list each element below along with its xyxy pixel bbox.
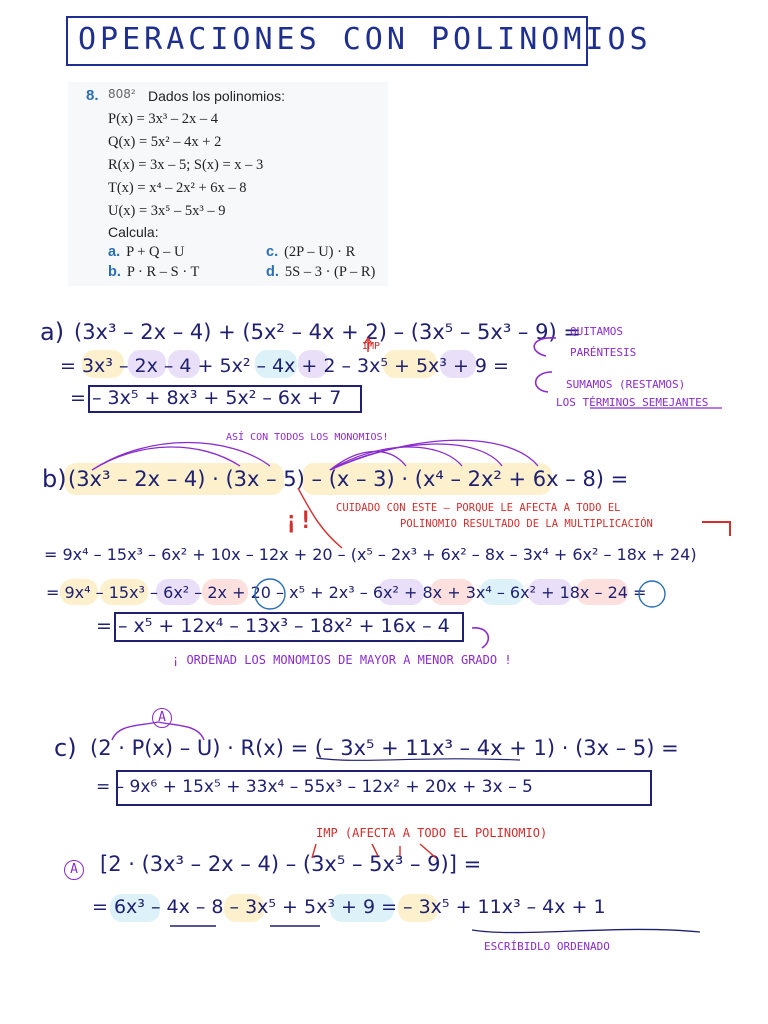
- exercise-intro: Dados los polinomios:: [148, 88, 285, 104]
- wavy-underline: [316, 758, 520, 760]
- note-order-monomials: ¡ ORDENAD LOS MONOMIOS DE MAYOR A MENOR GRADO !: [172, 653, 512, 667]
- note-all-monomials: ASÍ CON TODOS LOS MONOMIOS!: [226, 432, 389, 443]
- polynomial-u: U(x) = 3x⁵ – 5x³ – 9: [108, 203, 226, 219]
- part-a-line-1: (3x³ – 2x – 4) + (5x² – 4x + 2) – (3x⁵ – 5x³ – 9) =: [74, 320, 581, 344]
- option-c: c. (2P – U) · R: [266, 244, 356, 260]
- curved-arrow: [536, 372, 552, 392]
- part-b-line-1: (3x³ – 2x – 4) · (3x – 5) – (x – 3) · (x⁴ – 2x² + 6x – 8) =: [68, 467, 629, 491]
- note-combine-terms-1: SUMAMOS (RESTAMOS): [566, 378, 686, 391]
- distribution-arc: [92, 447, 240, 470]
- polynomial-p: P(x) = 3x³ – 2x – 4: [108, 111, 218, 127]
- warning-arrow: [298, 488, 342, 548]
- note-remove-parentheses-1: QUITAMOS: [570, 325, 623, 338]
- part-b-label: b): [42, 465, 67, 493]
- circled-term: [255, 579, 285, 609]
- note-imp-affects-all: IMP (AFECTA A TODO EL POLINOMIO): [316, 826, 548, 840]
- option-a: a. P + Q – U: [108, 244, 185, 260]
- page-title: OPERACIONES CON POLINOMIOS: [78, 22, 652, 57]
- polynomial-t: T(x) = x⁴ – 2x² + 6x – 8: [108, 180, 247, 196]
- option-b: b. P · R – S · T: [108, 264, 200, 280]
- note-write-ordered: ESCRÍBIDLO ORDENADO: [484, 940, 610, 953]
- warning-mark: ¡!: [284, 506, 313, 534]
- part-c-line-3: = 6x³ – 4x – 8 – 3x⁵ + 5x³ + 9 = – 3x⁵ + 11x³ – 4x + 1: [92, 896, 606, 918]
- part-a-label: a): [40, 318, 65, 346]
- part-c-result: = – 9x⁶ + 15x⁵ + 33x⁴ – 55x³ – 12x² + 20x + 3x – 5: [96, 777, 533, 797]
- curved-arrow: [472, 628, 488, 648]
- note-remove-parentheses-2: PARÉNTESIS: [570, 346, 637, 359]
- up-arrow: [364, 338, 372, 352]
- marker-a-top: A: [152, 708, 172, 728]
- group-work-icon: 808²: [108, 87, 136, 101]
- imp-note: IMP: [362, 341, 381, 352]
- part-b-line-3: = 9x⁴ – 15x³ – 6x² – 2x + 20 – x⁵ + 2x³ – 6x² + 8x + 3x⁴ – 6x² + 18x – 24 =: [46, 583, 647, 602]
- note-combine-terms-2: LOS TÉRMINOS SEMEJANTES: [556, 396, 709, 409]
- calcula-label: Calcula:: [108, 224, 159, 240]
- polynomial-r-s: R(x) = 3x – 5; S(x) = x – 3: [108, 157, 264, 173]
- part-b-line-2: = 9x⁴ – 15x³ – 6x² + 10x – 12x + 20 – (x⁵ – 2x³ + 6x² – 8x – 3x⁴ + 6x² – 18x + 24): [44, 545, 697, 564]
- part-c-label: c): [54, 734, 77, 762]
- brace: [112, 722, 204, 740]
- option-d: d. 5S – 3 · (P – R): [266, 264, 376, 280]
- distribution-arrows: [312, 844, 436, 858]
- marker-a-bottom: A: [64, 860, 84, 880]
- note-red-2: POLINOMIO RESULTADO DE LA MULTIPLICACIÓN: [400, 518, 653, 530]
- part-a-line-2: = 3x³ – 2x – 4 + 5x² – 4x + 2 – 3x⁵ + 5x³ + 9 =: [60, 355, 509, 377]
- part-b-result: = – x⁵ + 12x⁴ – 13x³ – 18x² + 16x – 4: [96, 615, 450, 637]
- right-arrow: [702, 522, 730, 536]
- polynomial-q: Q(x) = 5x² – 4x + 2: [108, 134, 222, 150]
- wavy-underline: [472, 929, 700, 932]
- curved-arrow: [534, 338, 556, 356]
- circled-term: [639, 581, 665, 607]
- part-a-result: = – 3x⁵ + 8x³ + 5x² – 6x + 7: [70, 387, 342, 409]
- note-red-1: CUIDADO CON ESTE – PORQUE LE AFECTA A TODO EL: [336, 502, 621, 514]
- part-c-line-1: (2 · P(x) – U) · R(x) = (– 3x⁵ + 11x³ – 4x + 1) · (3x – 5) =: [90, 736, 679, 760]
- part-c-line-2: [2 · (3x³ – 2x – 4) – (3x⁵ – 5x³ – 9)] =: [100, 852, 482, 876]
- distribution-arc: [330, 447, 462, 470]
- exercise-number: 8.: [86, 87, 99, 104]
